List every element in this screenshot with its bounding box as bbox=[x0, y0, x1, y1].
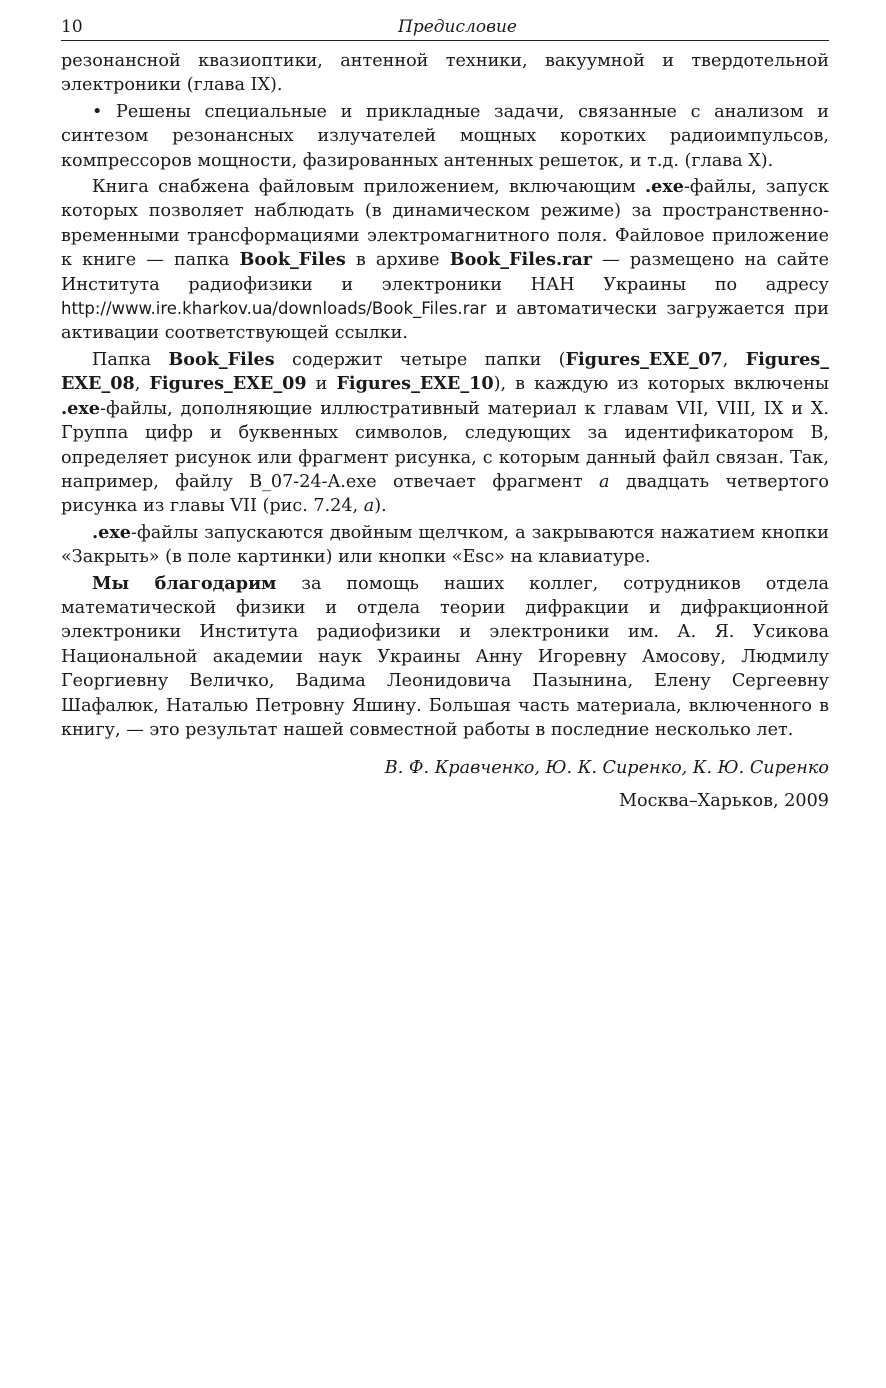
body-text bbox=[61, 49, 829, 742]
folder-name-09: Figures_EXE_09 bbox=[149, 373, 307, 395]
book-page bbox=[61, 14, 829, 813]
paragraph-acknowledgements bbox=[61, 572, 829, 743]
running-head bbox=[61, 14, 829, 41]
text-run: — размещено на сайте Института радиофизики и электроники НАН Украины по адресу bbox=[61, 250, 829, 295]
text-run: в архиве bbox=[345, 250, 450, 271]
paragraph-continuation bbox=[61, 49, 829, 98]
book-files-term: Book_Files bbox=[239, 249, 346, 271]
exe-term: .exe bbox=[92, 521, 132, 543]
exe-term: .exe bbox=[644, 176, 684, 198]
text-run: и bbox=[306, 374, 337, 395]
text-run: Папка bbox=[92, 349, 169, 370]
text-run: за помощь наших коллег, сотрудников отдела математической физики и отдела теории дифракции и дифракционной электроники Института радиофизики и электроники им. А. Я. Усикова Национальной академии наук Украины Анну Игоревну Амосову, Людмилу Георгиевну Величко, Вадима Леонидовича Пазынина, Елену Сергеевну Шафалюк, Наталью Петровну Яшину. Большая часть материала, включенного в книгу, — это результат нашей совместной работы в последние несколько лет. bbox=[61, 573, 829, 740]
text-run: , bbox=[722, 349, 746, 370]
book-files-term: Book_Files bbox=[168, 348, 275, 370]
paragraph-text: резонансной квазиоптики, антенной техники, вакуумной и твердотельной электроники (глава IX). bbox=[61, 51, 829, 96]
authors-signature: В. Ф. Кравченко, Ю. К. Сиренко, К. Ю. Сиренко bbox=[384, 758, 829, 779]
paragraph-bullet-tasks bbox=[61, 100, 829, 173]
text-run: -файлы, запуск которых позволяет наблюдать (в динамическом режиме) за пространственно-временными трансформациями электромагнитного поля. Файловое приложение к книге — папка bbox=[61, 177, 829, 271]
paragraph-folder-contents bbox=[61, 348, 829, 519]
text-run: содержит четыре папки ( bbox=[274, 349, 566, 370]
folder-name-07: Figures_EXE_07 bbox=[565, 348, 723, 370]
running-title: Предисловие bbox=[398, 17, 517, 37]
place-and-year: Москва–Харьков, 2009 bbox=[619, 790, 829, 811]
thanks-lead: Мы благодарим bbox=[92, 572, 277, 594]
text-run: , bbox=[134, 374, 150, 395]
folder-name-08: Figures_​EXE_08 bbox=[61, 348, 830, 395]
download-url: http://www.ire.kharkov.ua/downloads/Book_Files.rar bbox=[61, 299, 487, 319]
folder-name-10: Figures_EXE_10 bbox=[336, 373, 494, 395]
paragraph-text: • Решены специальные и прикладные задачи, связанные с анализом и синтезом резонансных излучателей мощных коротких радиоимпульсов, компрессоров мощности, фазированных антенных решеток, и т.д. (глава X). bbox=[61, 101, 829, 171]
text-run: -файлы, дополняющие иллюстративный материал к главам VII, VIII, IX и X. Группа цифр и буквенных символов, следующих за идентификатором B, определяет рисунок или фрагмент рисунка, с которым данный файл связан. Так, например, файлу B_07-24-A.exe отвечает фрагмент bbox=[61, 398, 829, 492]
text-run: -файлы запускаются двойным щелчком, а закрываются нажатием кнопки «Закрыть» (в поле картинки) или кнопки «Esc» на клавиатуре. bbox=[61, 522, 829, 568]
exe-term: .exe bbox=[61, 397, 101, 419]
archive-name: Book_Files.rar bbox=[449, 249, 593, 271]
text-run: Книга снабжена файловым приложением, включающим bbox=[92, 177, 645, 198]
text-run: и автоматически загружается при активации соответствующей ссылки. bbox=[61, 299, 829, 344]
text-run: ). bbox=[374, 496, 387, 517]
paragraph-exe-usage bbox=[61, 521, 829, 570]
text-run: ), в каждую из которых включены bbox=[493, 374, 829, 395]
fragment-letter: a bbox=[363, 496, 375, 517]
page-number: 10 bbox=[61, 17, 83, 37]
text-run: двадцать четвертого рисунка из главы VII (рис. 7.24, bbox=[61, 471, 829, 517]
fragment-letter: a bbox=[599, 471, 610, 492]
paragraph-file-appendix bbox=[61, 175, 829, 346]
